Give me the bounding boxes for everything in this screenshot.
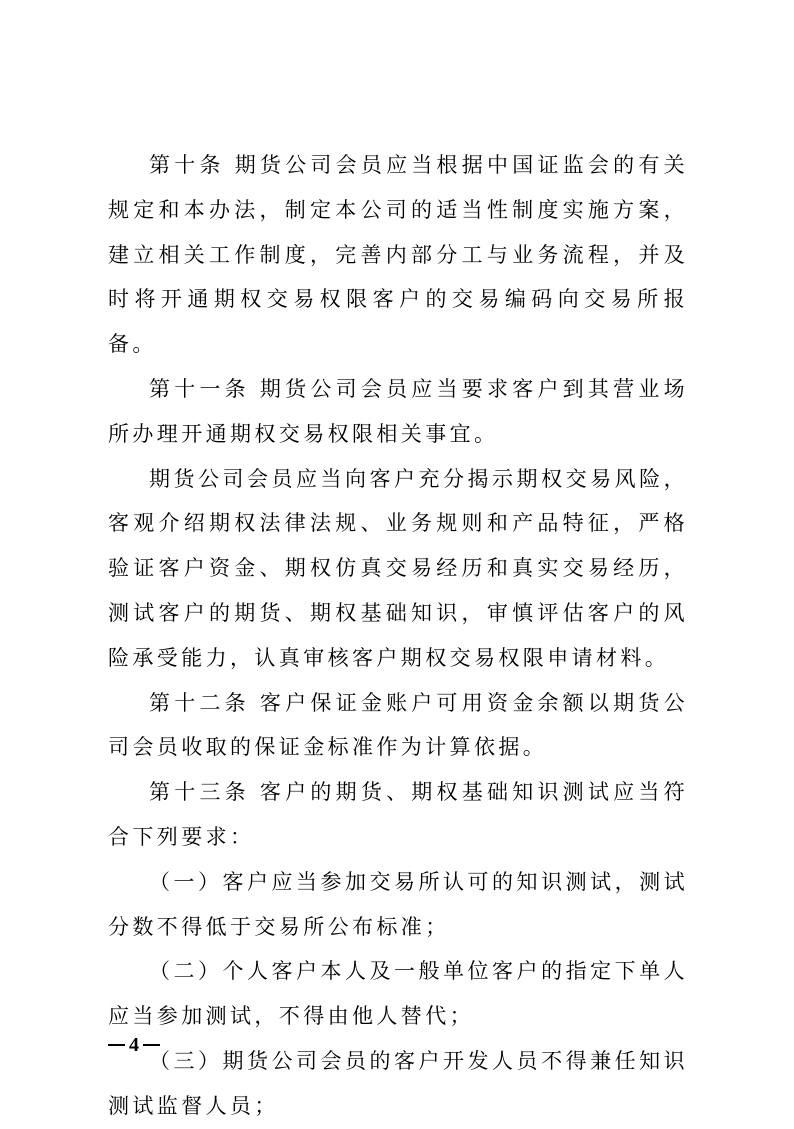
document-body bbox=[108, 143, 688, 1129]
article-13 bbox=[108, 770, 688, 860]
article-heading: 第十条 bbox=[149, 153, 225, 177]
list-item-3 bbox=[108, 1039, 688, 1129]
article-text: 客户的期货、期权基础知识测试应当符合下列要求： bbox=[108, 780, 688, 849]
article-text: 客户保证金账户可用资金余额以期货公司会员收取的保证金标准作为计算依据。 bbox=[108, 690, 688, 760]
article-12 bbox=[108, 681, 688, 771]
article-10 bbox=[108, 143, 688, 367]
article-text: 期货公司会员应当根据中国证监会的有关规定和本办法，制定本公司的适当性制度实施方案，建立相关工作制度，完善内部分工与业务流程，并及时将开通期权交易权限客户的交易编码向交易所报备。 bbox=[108, 153, 689, 357]
paragraph-text: 期货公司会员应当向客户充分揭示期权交易风险，客观介绍期权法律法规、业务规则和产品特征，严格验证客户资金、期权仿真交易经历和真实交易经历，测试客户的期货、期权基础知识，审慎评估客户的风险承受能力，认真审核客户期权交易权限申请材料。 bbox=[108, 466, 688, 670]
page-number bbox=[108, 1032, 160, 1057]
list-item-2 bbox=[108, 949, 688, 1039]
article-heading: 第十三条 bbox=[149, 780, 250, 805]
article-text: 期货公司会员应当要求客户到其营业场所办理开通期权交易权限相关事宜。 bbox=[108, 376, 688, 446]
article-heading: 第十一条 bbox=[149, 376, 250, 401]
list-item-text: （一）客户应当参加交易所认可的知识测试，测试分数不得低于交易所公布标准； bbox=[108, 869, 688, 939]
article-heading: 第十二条 bbox=[149, 690, 250, 715]
page-number-value: 4 bbox=[129, 1034, 139, 1056]
dash-right bbox=[143, 1044, 160, 1046]
dash-left bbox=[108, 1044, 125, 1046]
list-item-text: （三）期货公司会员的客户开发人员不得兼任知识测试监督人员； bbox=[108, 1048, 688, 1118]
list-item-1 bbox=[108, 860, 688, 950]
list-item-text: （二）个人客户本人及一般单位客户的指定下单人应当参加测试，不得由他人替代； bbox=[108, 959, 688, 1029]
article-11 bbox=[108, 367, 688, 457]
article-11-paragraph-2 bbox=[108, 457, 688, 681]
